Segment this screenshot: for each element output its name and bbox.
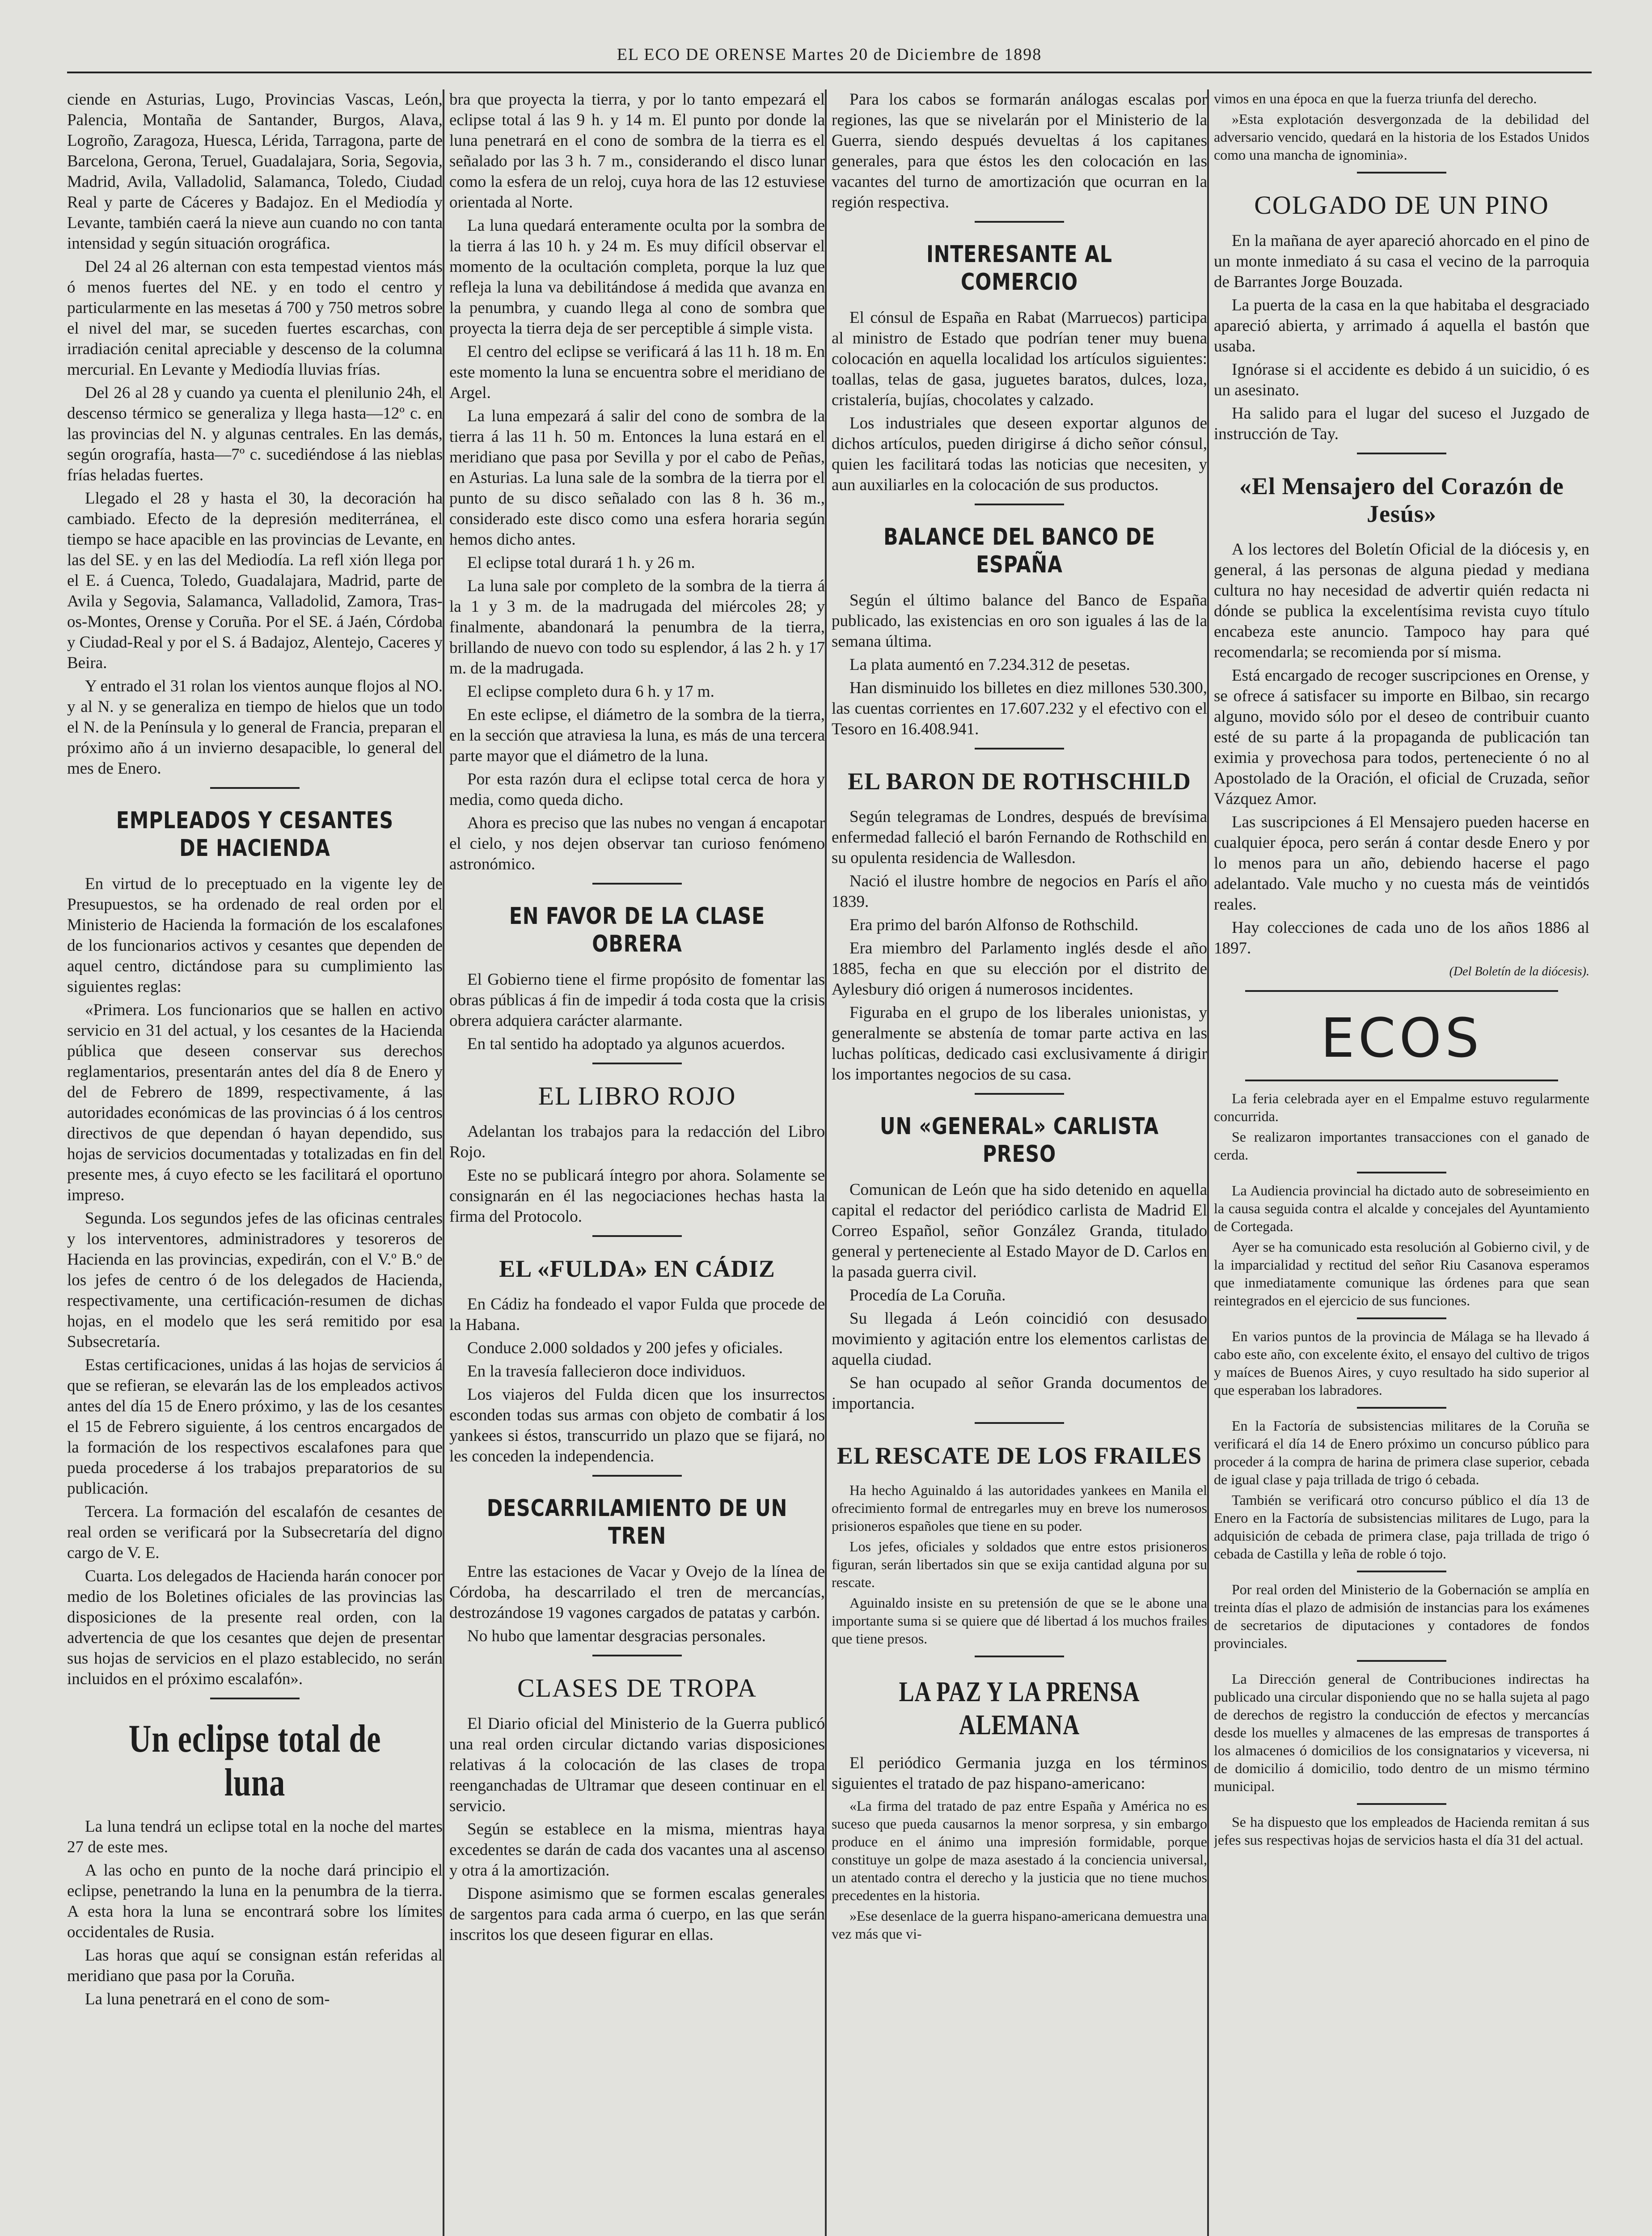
headline-libro-rojo: EL LIBRO ROJO — [538, 1081, 736, 1110]
paragraph: En este eclipse, el diámetro de la sombra de la tierra, en la sección que atraviesa la luna, es más de una tercera parte mayor que el diámetro de la luna. — [449, 706, 825, 765]
paragraph: También se verificará otro concurso público el día 13 de Enero en la Factoría de subsistencias militares de Lugo, para la adquisición de cebada de primera clase, paja trillada de trigo ó cebada de Castilla y leña de roble ó tojo. — [1214, 1492, 1589, 1562]
separator — [1357, 172, 1446, 174]
paragraph: Procedía de La Coruña. — [849, 1286, 1006, 1304]
headline-eclipse: Un eclipse total de luna — [128, 1717, 381, 1804]
paragraph: Tercera. La formación del escalafón de cesantes de real orden se verificará por la Subsecretaría del digno cargo de V. E. — [67, 1503, 443, 1562]
paragraph: »Ese desenlace de la guerra hispano-americana demuestra una vez más que vi- — [832, 1908, 1207, 1942]
paragraph: En tal sentido ha adoptado ya algunos acuerdos. — [467, 1035, 786, 1053]
paragraph: Aguinaldo insiste en su pretensión de que se le abone una importante suma si se quiere que dé libertad á los muchos frailes que tiene presos. — [832, 1595, 1207, 1647]
paragraph: La luna empezará á salir del cono de sombra de la tierra á las 11 h. 50 m. Entonces la luna estará en el meridiano que pasa por Sevilla y por el cabo de Peñas, en Asturias. La luna sale de la sombra de la tierra por el punto de su disco señalado con las 8 h. 36 m., considerado este disco como una esfera horaria según hemos dicho antes. — [449, 407, 825, 549]
paragraph: Este no se publicará íntegro por ahora. Solamente se consignarán en él las negociaciones hechas hasta la firma del Protocolo. — [449, 1166, 825, 1226]
paragraph: El Gobierno tiene el firme propósito de fomentar las obras públicas á fin de impedir á toda costa que la crisis obrera adquiera carácter alarmante. — [449, 970, 825, 1030]
paragraph: Han disminuido los billetes en diez millones 530.300, las cuentas corrientes en 17.607.232 y el efectivo con el Tesoro en 16.408.941. — [832, 679, 1207, 738]
headline-mensajero: «El Mensajero del Corazón de Jesús» — [1239, 473, 1564, 527]
paragraph: Era miembro del Parlamento inglés desde el año 1885, fecha en que su elección por el distrito de Aylesbury dió origen á numerosos incidentes. — [832, 939, 1207, 999]
paragraph: Entre las estaciones de Vacar y Ovejo de la línea de Córdoba, ha descarrilado el tren de mercancías, destrozándose 19 vagones cargados de patatas y carbón. — [449, 1563, 825, 1622]
paragraph: Ayer se ha comunicado esta resolución al Gobierno civil, y de la imparcialidad y rectitud del señor Riu Casanova esperamos que inmediatamente comunique las órdenes para que sean reintegrados en el ejercicio de sus funciones. — [1214, 1239, 1589, 1309]
separator — [1357, 1660, 1446, 1662]
paragraph: Ha hecho Aguinaldo á las autoridades yankees en Manila el ofrecimiento formal de entregarles muy en breve los numerosos prisioneros españoles que tiene en su poder. — [832, 1482, 1207, 1534]
separator — [1357, 1407, 1446, 1409]
paragraph: En la travesía fallecieron doce individuos. — [467, 1362, 746, 1381]
paragraph: «La firma del tratado de paz entre España y América no es suceso que pueda causarnos la menor sorpresa, y sin embargo produce en el ánimo una impresión formidable, porque constituye un golpe de maza asestado á la conciencia universal, un atentado contra el derecho y la justicia que no tiene muchos precedentes en la historia. — [832, 1798, 1207, 1903]
paragraph: Estas certificaciones, unidas á las hojas de servicios á que se refieran, se elevarán las de los empleados activos antes del día 15 de Enero próximo, y las de los cesantes el 15 de Febrero siguiente, á los centros encargados de la formación de los respectivos escalafones para que pueda procederse á los trabajos preparatorios de su publicación. — [67, 1356, 443, 1498]
paragraph: Se han ocupado al señor Granda documentos de importancia. — [832, 1374, 1207, 1413]
paragraph: Nació el ilustre hombre de negocios en París el año 1839. — [832, 872, 1207, 911]
separator — [592, 1655, 682, 1656]
headline-colgado: COLGADO DE UN PINO — [1254, 191, 1549, 220]
separator — [592, 1475, 682, 1477]
paragraph: Ha salido para el lugar del suceso el Juzgado de instrucción de Tay. — [1214, 404, 1589, 443]
paragraph: Los jefes, oficiales y soldados que entre estos prisioneros figuran, serán libertados sin que se exija cantidad alguna por su rescate. — [832, 1538, 1207, 1590]
headline-comercio: INTERESANTE AL COMERCIO — [926, 241, 1112, 296]
headline-clases-tropa: CLASES DE TROPA — [517, 1673, 757, 1702]
paragraph: Llegado el 28 y hasta el 30, la decoración ha cambiado. Efecto de la depresión mediterránea, el tiempo se hace apacible en las provincias de Levante, en las del SE. y en las del Mediodía. La refl xión llega por el E. á Cuenca, Toledo, Guadalajara, Madrid, parte de Avila y Segovia, Salamanca, Valladolid, Zamora, Tras-os-Montes, Orense y Coruña. Por el SE. á Jaén, Córdoba y Ciudad-Real y por el S. á Badajoz, Alentejo, Caceres y Beira. — [67, 489, 443, 672]
paragraph: La luna sale por completo de la sombra de la tierra á la 1 y 3 m. de la madrugada del miércoles 28; y finalmente, abandonará la penumbra de la tierra, brillando de nuevo con todo su esplendor, á las 2 h. y 17 m. de la madrugada. — [449, 577, 825, 678]
paragraph: vimos en una época en que la fuerza triunfa del derecho. — [1214, 90, 1537, 106]
headline-fulda: EL «FULDA» EN CÁDIZ — [499, 1255, 775, 1282]
column-2 — [449, 89, 825, 2236]
separator — [975, 221, 1064, 223]
paragraph: Y entrado el 31 rolan los vientos aunque flojos al NO. y al N. y se generaliza en tiempo de hielos que un todo el N. de la Península y lo general de Francia, preparan el próximo año á un invierno desapacible, lo general del mes de Enero. — [67, 677, 443, 778]
masthead: EL ECO DE ORENSE Martes 20 de Diciembre de 1898 — [617, 45, 1042, 64]
paragraph: En la mañana de ayer apareció ahorcado en el pino de un monte inmediato á su casa el vecino de la parroquia de Barrantes Jorge Bouzada. — [1214, 232, 1589, 291]
paragraph: Los viajeros del Fulda dicen que los insurrectos esconden todas sus armas con objeto de combatir á los yankees si éstos, transcurrido un plazo que se fijará, no les conceden la independencia. — [449, 1385, 825, 1465]
paragraph: A las ocho en punto de la noche dará principio el eclipse, penetrando la luna en la penumbra de la tierra. A esta hora la luna se encontrará sobre los límites occidentales de Rusia. — [67, 1861, 443, 1941]
separator — [975, 1656, 1064, 1657]
separator — [1357, 1317, 1446, 1319]
paragraph: En Cádiz ha fondeado el vapor Fulda que procede de la Habana. — [449, 1295, 825, 1334]
paragraph: El periódico Germania juzga en los términos siguientes el tratado de paz hispano-americano: — [832, 1754, 1207, 1793]
paragraph: En la Factoría de subsistencias militares de la Coruña se verificará el día 14 de Enero próximo un concurso público para proceder á la compra de harina de primera clase superior, cebada de igual clase y paja trillada de trigo ó cebada. — [1214, 1418, 1589, 1487]
column-rule — [443, 89, 444, 2236]
paragraph: Conduce 2.000 soldados y 200 jefes y oficiales. — [467, 1339, 783, 1357]
paragraph: Figuraba en el grupo de los liberales unionistas, y generalmente se abstenía de tomar parte activa en las luchas políticas, dedicado casi exclusivamente á dirigir los importantes negocios de su casa. — [832, 1004, 1207, 1084]
paragraph: ciende en Asturias, Lugo, Provincias Vascas, León, Palencia, Montaña de Santander, Burgos, Alava, Logroño, Zaragoza, Huesca, Lérida, Tarragona, parte de Barcelona, Gerona, Teruel, Guadalajara, Soria, Segovia, Madrid, Avila, Valladolid, Salamanca, Toledo, Ciudad Real y parte de Cáceres y Badajoz. En el Mediodía y Levante, también caerá la nieve aun cuando no con tanta intensidad y según situación orográfica. — [67, 90, 443, 253]
paragraph: «Primera. Los funcionarios que se hallen en activo servicio en 31 del actual, y los cesantes de la Hacienda pública que deseen conservar sus derechos reglamentarios, presentarán antes del día 8 de Enero y del de Febrero de 1899, respectivamente, á las autoridades económicas de las provincias ó á los centros directivos de que dependan ó hayan dependido, sus hojas de servicios documentadas y totalizadas en fin del presente mes, á cuyo efecto se les facilitará el oportuno impreso. — [67, 1001, 443, 1204]
column-3 — [832, 89, 1207, 2236]
paragraph: Cuarta. Los delegados de Hacienda harán conocer por medio de los Boletines oficiales de las provincias las disposiciones de la presente real orden, con la advertencia de que los cesantes que dejen de presentar sus hojas de servicios en el plazo establecido, no serán incluidos en el próximo escalafón». — [67, 1567, 443, 1688]
separator — [210, 1698, 300, 1699]
separator — [975, 1093, 1064, 1095]
separator — [1357, 1172, 1446, 1173]
headline-balance: BALANCE DEL BANCO DE ESPAÑA — [883, 524, 1155, 578]
paragraph: A los lectores del Boletín Oficial de la diócesis y, en general, á las personas de alguna piedad y mediana cultura no hay necesidad de advertir quién redacta ni dónde se publica la excelentísima revista cuyo título encabeza este anuncio. Tampoco hay para qué recomendarla; se recomienda por sí misma. — [1214, 540, 1589, 661]
separator — [210, 787, 300, 789]
separator — [1357, 1571, 1446, 1572]
separator — [592, 883, 682, 885]
paragraph: La luna tendrá un eclipse total en la noche del martes 27 de este mes. — [67, 1817, 443, 1856]
separator — [592, 1235, 682, 1237]
separator — [975, 504, 1064, 505]
masthead-rule — [67, 72, 1592, 73]
paragraph: Comunican de León que ha sido detenido en aquella capital el redactor del periódico carlista de Madrid El Correo Español, señor González Granda, titulado general y perteneciente al Estado Mayor de D. Carlos en la pasada guerra civil. — [832, 1181, 1207, 1281]
headline-rothschild: EL BARON DE ROTHSCHILD — [848, 768, 1191, 795]
paragraph: Adelantan los trabajos para la redacción del Libro Rojo. — [449, 1122, 825, 1161]
separator — [1245, 1080, 1558, 1081]
column-1 — [67, 89, 443, 2236]
headline-general-carlista: UN «GENERAL» CARLISTA PRESO — [880, 1113, 1159, 1168]
separator — [1357, 1803, 1446, 1805]
paragraph: Era primo del barón Alfonso de Rothschild. — [849, 916, 1139, 934]
paragraph: Ignórase si el accidente es debido á un suicidio, ó es un asesinato. — [1214, 360, 1589, 399]
paragraph: Del 26 al 28 y cuando ya cuenta el plenilunio 24h, el descenso térmico se generaliza y llega hasta—12º c. en las provincias del N. y algunas centrales. En las demás, según orografía, hasta—7º c. sucediéndose á las nieblas frías heladas fuertes. — [67, 384, 443, 484]
paragraph: Según se establece en la misma, mientras haya excedentes se darán de cada dos vacantes una al ascenso y otra á la amortización. — [449, 1820, 825, 1880]
paragraph: El cónsul de España en Rabat (Marruecos) participa al ministro de Estado que podrían tener muy buena colocación en aquella localidad los artículos siguientes: toallas, telas de gasa, juguetes baratos, dulces, loza, cristalería, bujías, chocolates y calzado. — [832, 309, 1207, 409]
separator — [975, 748, 1064, 750]
paragraph: Del 24 al 26 alternan con esta tempestad vientos más ó menos fuertes del NE. y en todo el centro y particularmente en las mesetas á 700 y 750 metros sobre el nivel del mar, se suceden fuertes escarchas, con irradiación cenital apreciable y descenso de la columna mercurial. En Levante y Mediodía lluvias frías. — [67, 258, 443, 379]
paragraph: »Esta explotación desvergonzada de la debilidad del adversario vencido, quedará en la historia de los Estados Unidos como una mancha de ignominia». — [1214, 111, 1589, 163]
paragraph: La Audiencia provincial ha dictado auto de sobreseimiento en la causa seguida contra el alcalde y concejales del Ayuntamiento de Cortegada. — [1214, 1182, 1589, 1234]
paragraph: Está encargado de recoger suscripciones en Orense, y se ofrece á satisfacer su importe en Bilbao, sin recargo alguno, movido sólo por el deseo de contribuir cuanto esté de su parte á la propaganda de publicación tan eximia y provechosa para todos, perteneciente ó no al Apostolado de la Oración, el oficial de Cruzada, señor Vázquez Amor. — [1214, 666, 1589, 808]
headline-frailes: EL RESCATE DE LOS FRAILES — [837, 1442, 1202, 1469]
separator — [1357, 453, 1446, 454]
paragraph: Su llegada á León coincidió con desusado movimiento y agitación entre los elementos carlistas de aquella ciudad. — [832, 1309, 1207, 1369]
paragraph: Segunda. Los segundos jefes de las oficinas centrales y los interventores, administradores y tesoreros de Hacienda en las provincias, expedirán, con el V.º B.º de los jefes de centro ó de los delegados de Hacienda, respectivamente, una certificación-resumen de dichas hojas, en el modelo que les será remitido por esa Subsecretaría. — [67, 1209, 443, 1351]
headline-clase-obrera: EN FAVOR DE LA CLASE OBRERA — [509, 903, 765, 957]
paragraph: La feria celebrada ayer en el Empalme estuvo regularmente concurrida. — [1214, 1090, 1589, 1124]
paragraph: El eclipse completo dura 6 h. y 17 m. — [467, 682, 714, 701]
separator — [975, 1422, 1064, 1424]
column-rule — [1207, 89, 1209, 2236]
paragraph: La plata aumentó en 7.234.312 de pesetas. — [849, 656, 1130, 674]
headline-empleados: EMPLEADOS Y CESANTES DE HACIENDA — [116, 807, 394, 862]
paragraph: La luna quedará enteramente oculta por la sombra de la tierra á las 10 h. y 24 m. Es muy difícil observar el momento de la ocultación completa, porque la luz que refleja la luna va debilitándose á medida que avanza en la penumbra, y cuando llega al cono de sombra que proyecta la tierra deja de ser perceptible á simple vista. — [449, 216, 825, 338]
paragraph: No hubo que lamentar desgracias personales. — [467, 1627, 766, 1645]
paragraph: Las suscripciones á El Mensajero pueden hacerse en cualquier época, pero serán á contar desde Enero y por lo menos para un año, debiendo hacerse el pago adelantado. Vale mucho y no cuesta más de veintidós reales. — [1214, 813, 1589, 914]
column-4 — [1214, 89, 1589, 2236]
paragraph: Para los cabos se formarán análogas escalas por regiones, las que se nivelarán por el Ministerio de la Guerra, siendo después devueltas á los capitanes generales, para que éstos les den colocación en las vacantes del turno de amortización que ocurran en la región respectiva. — [832, 90, 1207, 212]
paragraph: En virtud de lo preceptuado en la vigente ley de Presupuestos, se ha ordenado de real orden por el Ministerio de Hacienda la formación de los escalafones de los funcionarios activos y cesantes que dependen de aquel centro, dictándose para su cumplimiento las siguientes reglas: — [67, 875, 443, 996]
paragraph: El Diario oficial del Ministerio de la Guerra publicó una real orden circular dictando varias disposiciones relativas á la colocación de las clases de tropa reenganchadas de Ultramar que deseen continuar en el servicio. — [449, 1715, 825, 1815]
paragraph: Por esta razón dura el eclipse total cerca de hora y media, como queda dicho. — [449, 770, 825, 809]
source-note: (Del Boletín de la diócesis). — [1449, 965, 1589, 978]
headline-descarrilamiento: DESCARRILAMIENTO DE UN TREN — [486, 1495, 788, 1550]
headline-ecos: ECOS — [1320, 1008, 1483, 1070]
paragraph: Ahora es preciso que las nubes no vengan á encapotar el cielo, y nos dejen observar tan curioso fenómeno astronómico. — [449, 814, 825, 873]
paragraph: En varios puntos de la provincia de Málaga se ha llevado á cabo este año, con excelente éxito, el ensayo del cultivo de trigos y maíces de Buenos Aires, y cuyo resultado ha sido superior al que esperaban los labradores. — [1214, 1328, 1589, 1398]
paragraph: Las horas que aquí se consignan están referidas al meridiano que pasa por la Coruña. — [67, 1946, 443, 1985]
paragraph: bra que proyecta la tierra, y por lo tanto empezará el eclipse total á las 9 h. y 14 m. El punto por donde la luna penetrará en el cono de sombra de la tierra es el señalado por las 3 h. 7 m., considerando el disco lunar como la esfera de un reloj, cuya hora de las 12 estuviese orientada al Norte. — [449, 90, 825, 212]
paragraph: Se ha dispuesto que los empleados de Hacienda remitan á sus jefes sus respectivas hojas de servicios hasta el día 31 del actual. — [1214, 1814, 1589, 1848]
paragraph: Dispone asimismo que se formen escalas generales de sargentos para cada arma ó cuerpo, en las que serán inscritos los que deseen figurar en ellas. — [449, 1885, 825, 1944]
paragraph: La luna penetrará en el cono de som- — [85, 1990, 330, 2008]
paragraph: El eclipse total durará 1 h. y 26 m. — [467, 554, 695, 572]
paragraph: Según el último balance del Banco de España publicado, las existencias en oro son iguales á las de la semana última. — [832, 591, 1207, 651]
headline-paz-prensa: LA PAZ Y LA PRENSA ALEMANA — [899, 1676, 1140, 1741]
separator — [592, 1063, 682, 1064]
paragraph: Los industriales que deseen exportar algunos de dichos artículos, pueden dirigirse á dicho señor cónsul, quien les facilitará todas las noticias que necesiten, y aun auxiliarles en la colocación de sus productos. — [832, 414, 1207, 494]
paragraph: Por real orden del Ministerio de la Gobernación se amplía en treinta días el plazo de admisión de instancias para los exámenes de secretarios de diputaciones y contadores de fondos provinciales. — [1214, 1581, 1589, 1651]
paragraph: La Dirección general de Contribuciones indirectas ha publicado una circular disponiendo que no se halla sujeta al pago de derechos de registro la conducción de efectos y mercancías desde los muelles y almacenes de las empresas de transportes á los almacenes ó domicilios de los consignatarios y viceversa, ni de domicilio á domicilio, todo dentro de un mismo término municipal. — [1214, 1671, 1589, 1794]
paragraph: Según telegramas de Londres, después de brevísima enfermedad falleció el barón Fernando de Rothschild en su opulenta residencia de Wallesdon. — [832, 808, 1207, 867]
paragraph: Hay colecciones de cada uno de los años 1886 al 1897. — [1214, 919, 1589, 957]
separator — [1245, 990, 1558, 992]
paragraph: El centro del eclipse se verificará á las 11 h. 18 m. En este momento la luna se encuentra sobre el meridiano de Argel. — [449, 343, 825, 402]
paragraph: La puerta de la casa en la que habitaba el desgraciado apareció abierta, y arrimado á aquella el bastón que usaba. — [1214, 296, 1589, 356]
paragraph: Se realizaron importantes transacciones con el ganado de cerda. — [1214, 1129, 1589, 1163]
column-rule — [825, 89, 827, 2236]
